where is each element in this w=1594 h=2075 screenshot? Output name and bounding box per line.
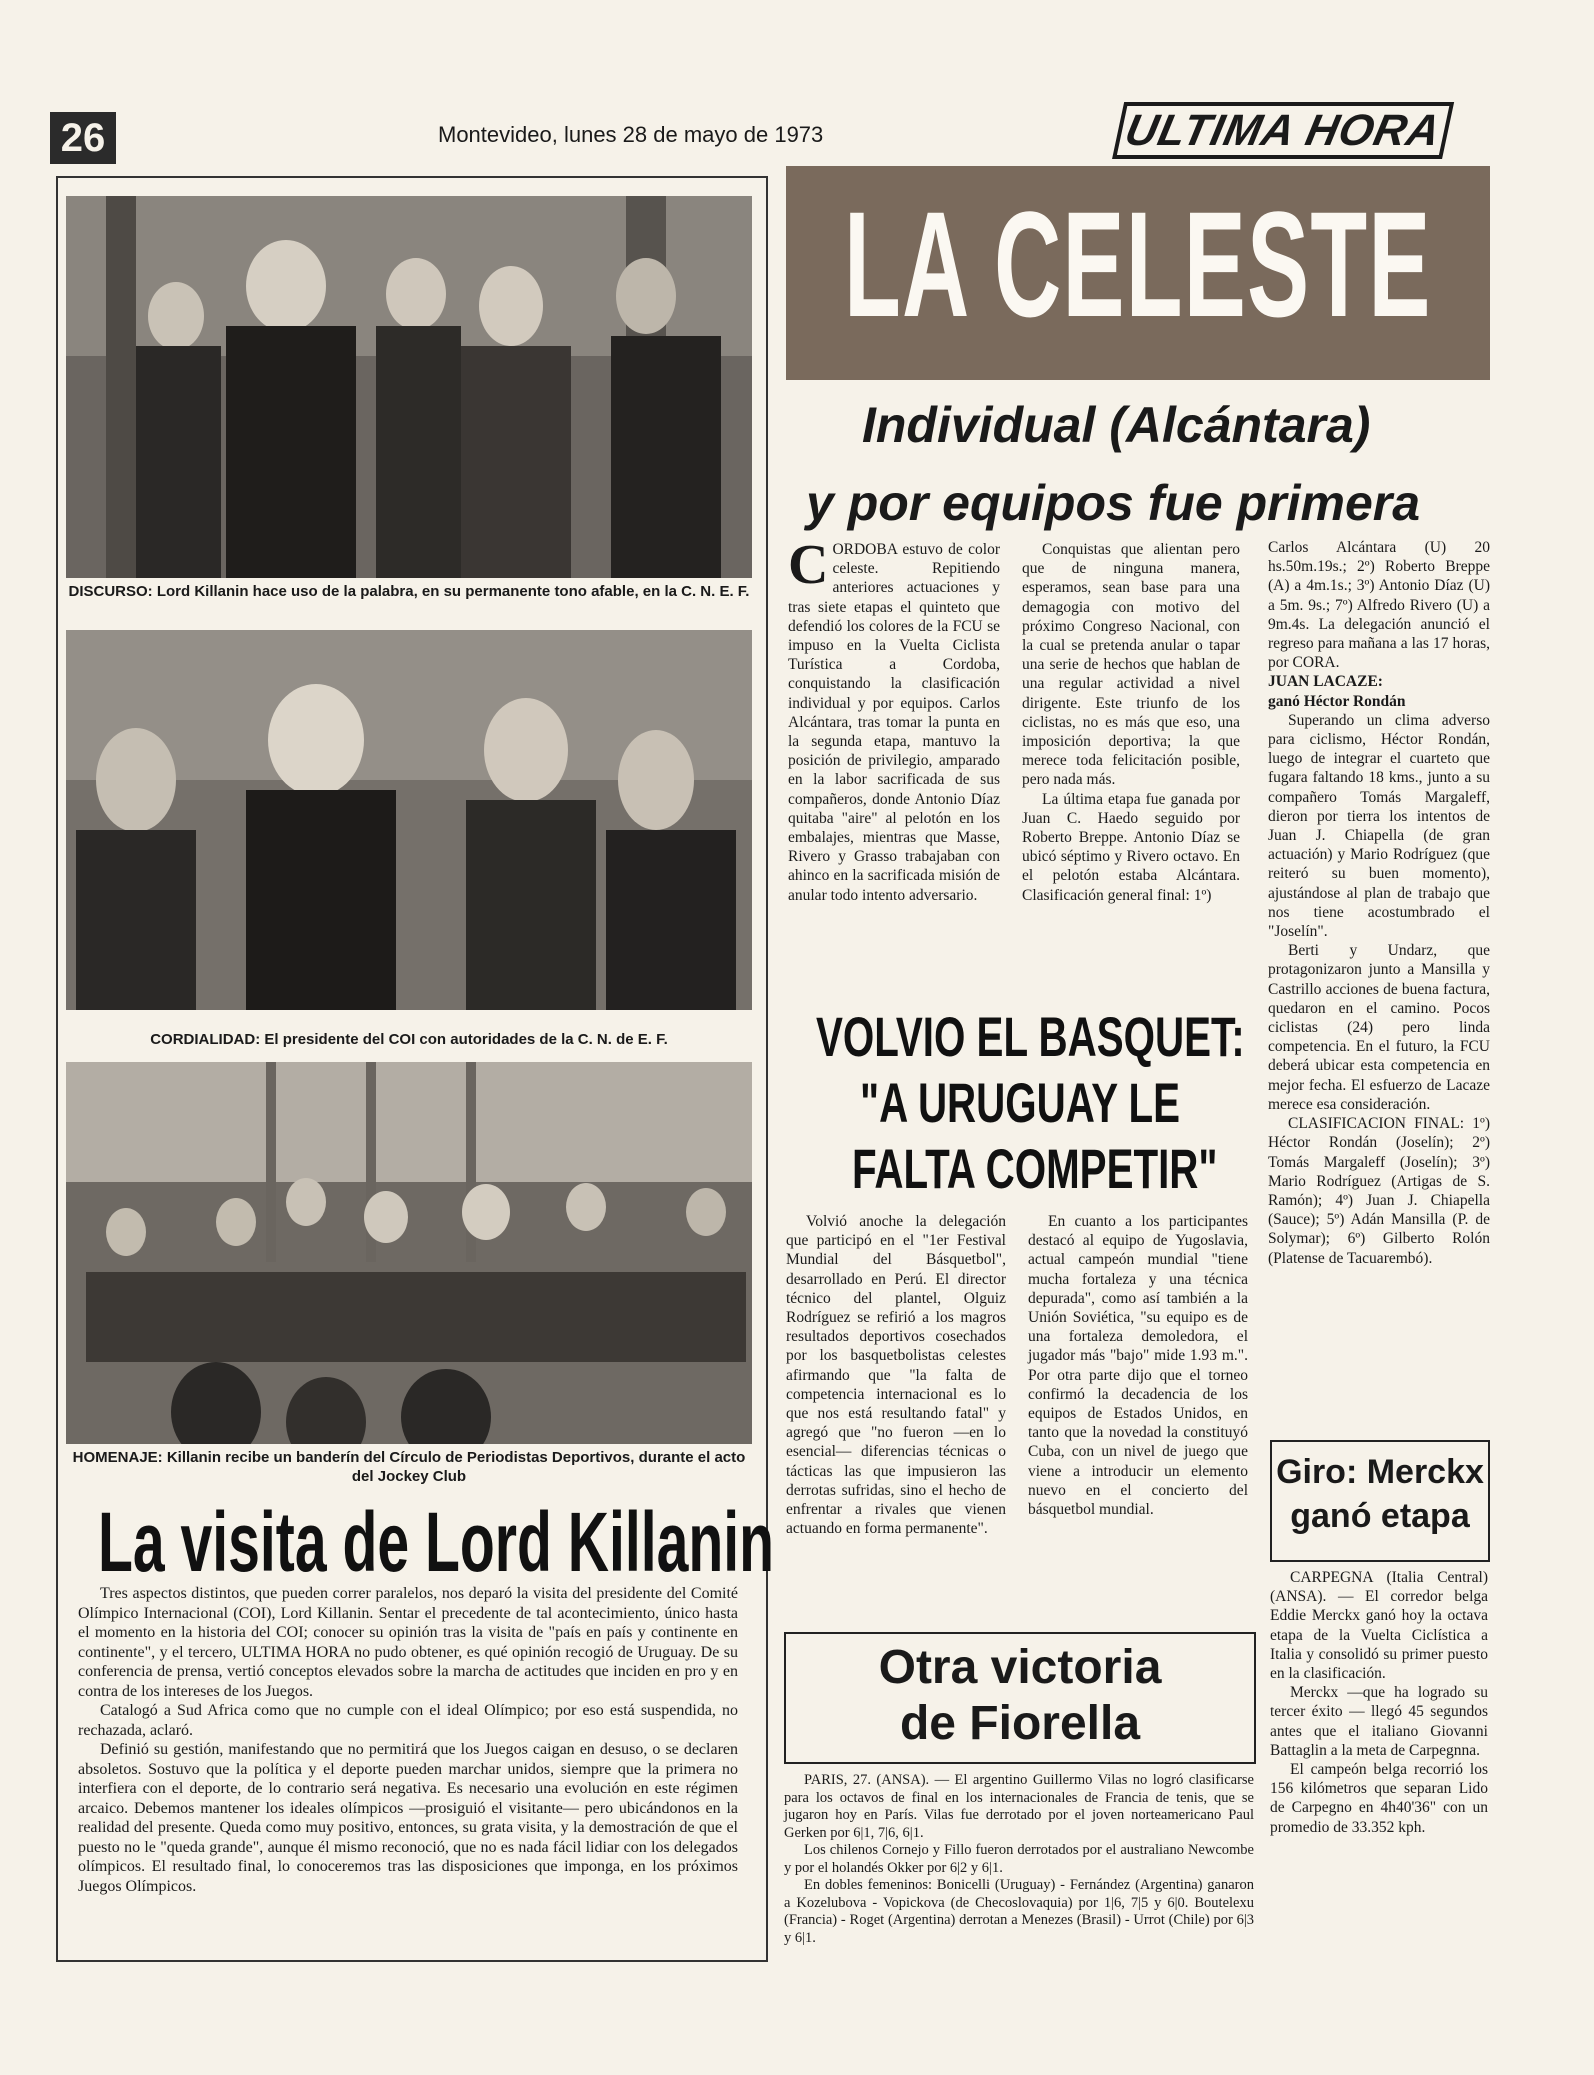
lacaze-head-1: JUAN LACAZE: xyxy=(1268,673,1383,691)
celeste-banner-text: LA CELESTE xyxy=(844,180,1432,348)
basquet-headline-1: VOLVIO EL BASQUET: xyxy=(816,1005,1245,1068)
giro-paragraph: CARPEGNA (Italia Central) (ANSA). — El corredor belga Eddie Merckx ganó hoy la octava etapa de la Vuelta Ciclística a Italia y consolidó su primer puesto en la clasificación. xyxy=(1270,1569,1488,1683)
celeste-subhead-1: Individual (Alcántara) xyxy=(862,397,1371,453)
celeste-col2-paragraph: La última etapa fue ganada por Juan C. Haedo seguido por Roberto Breppe. Antonio Díaz se ubicó séptimo y Rivero octavo. En el pelotón estaba Alcántara. Clasificación general final: 1º) xyxy=(1022,790,1240,904)
photo-discurso xyxy=(66,196,752,578)
fiorella-headline-box xyxy=(784,1632,1256,1764)
fiorella-paragraph: PARIS, 27. (ANSA). — El argentino Guillermo Vilas no logró clasificarse para los octavos de final en los internacionales de Francia de tenis, que se jugaron hoy en París. Vilas fue derrotado por el joven norteamericano Paul Gerken por 6|1, 7|6, 6|1. xyxy=(784,1772,1254,1841)
basquet-col-1 xyxy=(786,1212,1006,1538)
lacaze-paragraph: Superando un clima adverso para ciclismo, Héctor Rondán, luego de integrar el cuarteto que fugara faltando 18 kms., junto a su compañero Tomás Margaleff, dieron por tierra los intentos de Juan J. Chiapella (de gran actuación) y Mario Rodríguez (que reiteró su buen momento), ajustándose al plan de trabajo que nos tiene acostumbrado el "Joselín". xyxy=(1268,711,1490,941)
giro-headline-2: ganó etapa xyxy=(1290,1497,1470,1535)
giro-headline-box xyxy=(1270,1440,1490,1562)
newspaper-logo xyxy=(1113,106,1454,156)
giro-paragraph: El campeón belga recorrió los 156 kilómetros que separan Lido de Carpegno en 4h40'36" con un promedio de 33.352 kph. xyxy=(1270,1761,1488,1836)
logo-text: ULTIMA HORA xyxy=(1112,102,1454,159)
photo-homenaje xyxy=(66,1062,752,1444)
fiorella-headline-2: de Fiorella xyxy=(899,1697,1141,1750)
killanin-paragraph: Tres aspectos distintos, que pueden correr paralelos, nos deparó la visita del presidente del Comité Olímpico Internacional (COI), Lord Killanin. Sentar el precedente de tal acontecimiento, único hasta el momento en la historia del COI; conocer su opinión tras la visita de "país en país y continente en continente", y el tercero, ULTIMA HORA no pudo obtener, es qué opinión recogió de Uruguay. De su conferencia de prensa, vertió conceptos elevados sobre la marcha de actitudes que inciden en pro y en contra de los intereses de los Juegos. xyxy=(78,1585,738,1700)
giro-headline-1: Giro: Merckx xyxy=(1276,1453,1484,1491)
fiorella-paragraph: Los chilenos Cornejo y Fillo fueron derrotados por el australiano Newcombe y por el holandés Okker por 6|2 y 6|1. xyxy=(784,1842,1254,1876)
photo-homenaje-caption: HOMENAJE: Killanin recibe un banderín del Círculo de Periodistas Deportivos, durante el acto del Jockey Club xyxy=(72,1449,746,1485)
celeste-col3-text: Carlos Alcántara (U) 20 hs.50m.19s.; 2º) Roberto Breppe (A) a 4m.1s.; 3º) Antonio Díaz (U) a 5m. 9s.; 7º) Alfredo Rivero (U) a 9m.4s. La delegación anunció el regreso para mañana a las 17 horas, por CORA. xyxy=(1268,539,1490,672)
basquet-col1-text: Volvió anoche la delegación que participó en el "1er Festival Mundial del Básquetbol", desarrollado en Perú. El director técnico del plantel, Olguiz Rodríguez se refirió a los magros resultados deportivos cosechados por los basquetbolistas celestes afirmando que "la falta de competencia internacional es lo que nos está resultando fatal" y agregó que "no fueron —en lo esencial— diferencias técnicas o tácticas las que impusieron las derrotas sufridas, sino el hecho de enfrentar a rivales que vienen actuando en forma permanente". xyxy=(786,1213,1006,1538)
fiorella-article xyxy=(784,1772,1254,1947)
killanin-article xyxy=(78,1584,738,1896)
celeste-col2-paragraph: Conquistas que alientan pero que de ninguna manera, esperamos, sean base para una demagogia con motivo del próximo Congreso Nacional, con la cual se pretenda anular o tapar una serie de hechos que hablan de una regular actividad a nivel dirigente. Este triunfo de los ciclistas, no es más que eso, una imposición deportiva; la que merece toda felicitación posible, pero nada más. xyxy=(1022,541,1240,789)
celeste-col-1 xyxy=(788,534,1000,905)
photo-cordialidad-caption: CORDIALIDAD: El presidente del COI con autoridades de la C. N. de E. F. xyxy=(150,1031,668,1048)
celeste-banner xyxy=(786,166,1490,380)
celeste-col-3 xyxy=(1268,538,1490,1268)
basquet-headline-2: "A URUGUAY LE xyxy=(860,1071,1181,1134)
killanin-paragraph: Catalogó a Sud Africa como que no cumple con el ideal Olímpico; por eso está suspendida, no rechazada, aclaró. xyxy=(78,1702,738,1739)
dateline: Montevideo, lunes 28 de mayo de 1973 xyxy=(438,122,824,147)
killanin-paragraph: Definió su gestión, manifestando que no permitirá que los Juegos caigan en desuso, o se declaren absoletos. Sostuvo que la política y el deporte pueden marchar unidos, siempre que la primera no interfiera con el deporte, de lo contrario será negativa. Es necesario una evolución en este régimen arcaico. Debemos mantener los ideales olímpicos —prosiguió el visitante— pero ubicándonos en la realidad del presente. Queda como muy positivo, entonces, su grata visita, y la demostración de que el puesto no le "queda grande", aunque él mismo reconoció, que no es nada fácil lidiar con los delegados olímpicos. El resultado final, lo conoceremos tras las disposiciones que imponga, en los próximos Juegos Olímpicos. xyxy=(78,1741,738,1895)
celeste-col1-text: ORDOBA estuvo de color celeste. Repitiendo anteriores actuaciones y tras siete etapas el quinteto que defendió los colores de la FCU se impuso en la Vuelta Ciclista Turística a Cordoba, conquistando la clasificación individual y por equipos. Carlos Alcántara, tras tomar la punta en la segunda etapa, mantuvo la posición de privilegio, amparado en la labor sacrificada de sus compañeros, donde Antonio Díaz quitaba "aire" al pelotón en los embalajes, mientras que Masse, Rivero y Grasso trabajaban con ahinco en la sacrificada misión de anular todo intento adversario. xyxy=(788,541,1000,904)
celeste-subhead-2: y por equipos fue primera xyxy=(806,475,1421,531)
lacaze-paragraph: Berti y Undarz, que protagonizaron junto a Mansilla y Castrillo acciones de buena factura, quedaron en el camino. Pocos ciclistas (24) pero linda competencia. En el futuro, la FCU deberá ubicar esta competencia en mejor fecha. El esfuerzo de Lacaze merece esa consideración. xyxy=(1268,942,1490,1113)
giro-paragraph: Merckx —que ha logrado su tercer éxito — llegó 45 segundos antes que el italiano Giovanni Battaglin a la meta de Carpegnna. xyxy=(1270,1684,1488,1759)
basquet-headline-3: FALTA COMPETIR" xyxy=(852,1137,1218,1200)
basquet-col-2 xyxy=(1028,1212,1248,1519)
photo-discurso-caption: DISCURSO: Lord Killanin hace uso de la palabra, en su permanente tono afable, en la C. N. E. F. xyxy=(68,583,750,600)
basquet-col2-text: En cuanto a los participantes destacó al equipo de Yugoslavia, actual campeón mundial "tiene mucha fortaleza y una técnica depurada", como así también a la Unión Soviética, "su equipo es de una fortaleza demoledora, el jugador más "bajo" mide 1.93 m.". Por otra parte dijo que el torneo confirmó la decadencia de los equipos de Estados Unidos, en tanto que la novedad la constituyó Cuba, con un nivel de juego que viene a introducir un elemento nuevo en el concierto del básquetbol mundial. xyxy=(1028,1213,1248,1519)
photo-cordialidad xyxy=(66,630,752,1010)
killanin-headline: La visita de Lord Killanin xyxy=(98,1495,775,1589)
page-number: 26 xyxy=(50,112,116,164)
fiorella-headline-1: Otra victoria xyxy=(878,1641,1162,1694)
fiorella-paragraph: En dobles femeninos: Bonicelli (Uruguay) - Fernández (Argentina) ganaron a Kozelubova - Vopickova (de Checoslovaquia) por 1|6, 7|5 y 6|0. Boutelexu (Francia) - Roget (Argentina) derrotan a Menezes (Brasil) - Urrot (Chile) por 6|3 y 6|1. xyxy=(784,1877,1254,1946)
celeste-col-2 xyxy=(1022,540,1240,905)
giro-article xyxy=(1270,1568,1488,1837)
lacaze-head-2: ganó Héctor Rondán xyxy=(1268,692,1406,710)
lacaze-paragraph: CLASIFICACION FINAL: 1º) Héctor Rondán (Joselín); 2º) Tomás Margaleff (Joselín); 3º) Mario Rodríguez (Artigas de S. Ramón); 4º) Juan J. Chiapella (Sauce); 5º) Adán Mansilla (P. de Solymar); 6º) Gilberto Rolón (Platense de Tacuarembó). xyxy=(1268,1115,1490,1267)
celeste-dropcap: C xyxy=(788,534,829,596)
